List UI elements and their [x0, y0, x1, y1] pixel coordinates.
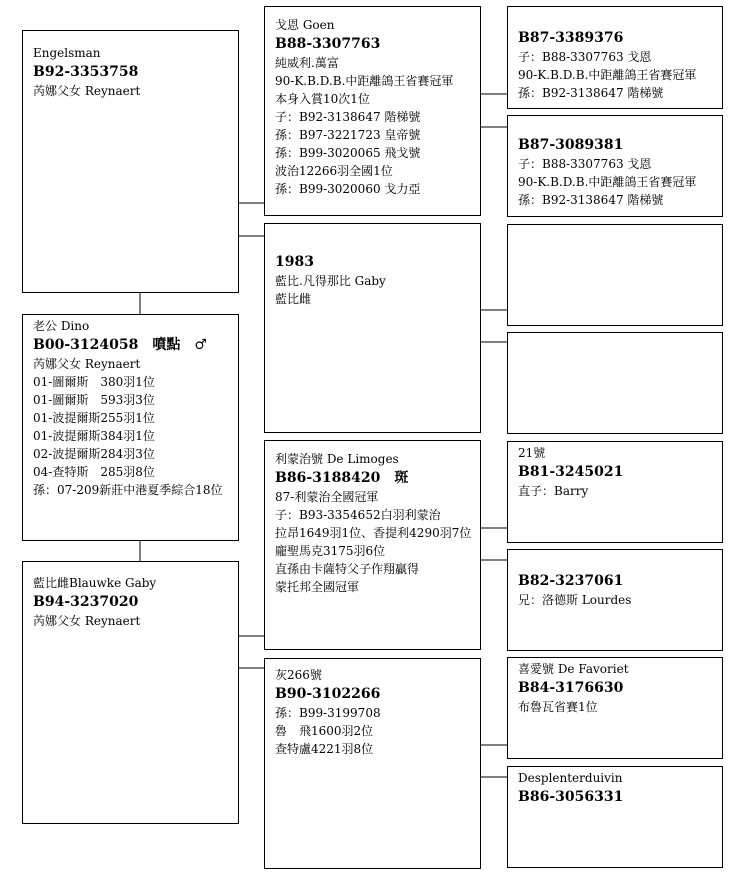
ring-number: B92-3353758 [33, 64, 139, 80]
detail-line: 芮娜父女 Reynaert [33, 84, 141, 98]
detail-line: 90-K.B.D.B.中距離鴿王省賽冠軍 [518, 68, 697, 82]
detail-line: 子：B93-3354652白羽利蒙治 [275, 508, 441, 522]
detail-line: 直子：Barry [518, 484, 589, 498]
detail-line: 90-K.B.D.B.中距離鴿王省賽冠軍 [275, 74, 454, 88]
detail-line: 孫：B99-3199708 [275, 706, 381, 720]
pedigree-card-gen3-8 [507, 766, 723, 868]
detail-line: 龐聖馬克3175羽6位 [275, 544, 386, 558]
detail-line: 01-波提爾斯384羽1位 [33, 429, 155, 443]
detail-line: 藍比.凡得那比 Gaby [275, 274, 386, 288]
pigeon-name: 21號 [518, 446, 546, 460]
detail-line: 子：B92-3138647 階梯號 [275, 110, 421, 124]
detail-line: 純威利.萬富 [275, 56, 339, 70]
detail-line: 01-圖爾斯 380羽1位 [33, 375, 155, 389]
pedigree-card-dam [22, 561, 239, 824]
pedigree-card-gen3-4 [507, 332, 723, 434]
detail-line: 本身入賞10次1位 [275, 92, 370, 106]
detail-line: 蒙托邦全國冠軍 [275, 580, 360, 594]
detail-line: 孫：B99-3020065 飛戈號 [275, 146, 421, 160]
pigeon-name: 戈恩 Goen [275, 18, 335, 32]
ring-number: B84-3176630 [518, 680, 624, 696]
pigeon-name: Desplenterduivin [518, 771, 623, 785]
detail-line: 04-查特斯 285羽8位 [33, 465, 155, 479]
detail-line: 孫：B92-3138647 階梯號 [518, 86, 664, 100]
pigeon-name: 老公 Dino [33, 319, 90, 333]
detail-line: 直孫由卡薩特父子作翔贏得 [275, 562, 420, 576]
ring-number: B86-3056331 [518, 789, 624, 805]
detail-line: 孫：B92-3138647 階梯號 [518, 193, 664, 207]
ring-number: B00-3124058 噴點 ♂ [33, 337, 207, 353]
detail-line: 查特盧4221羽8位 [275, 742, 374, 756]
pigeon-name: 喜愛號 De Favoriet [518, 662, 629, 676]
detail-line: 兄：洛德斯 Lourdes [518, 593, 632, 607]
detail-line: 孫：B99-3020060 戈力亞 [275, 182, 421, 196]
detail-line: 02-波提爾斯284羽3位 [33, 447, 155, 461]
pigeon-name: 藍比雌Blauwke Gaby [33, 576, 157, 590]
detail-line: 01-波提爾斯255羽1位 [33, 411, 155, 425]
pedigree-card-grandsire-maternal [264, 440, 481, 650]
pigeon-name: Engelsman [33, 46, 101, 60]
ring-number: 1983 [275, 254, 314, 270]
detail-line: 90-K.B.D.B.中距離鴿王省賽冠軍 [518, 175, 697, 189]
pedigree-card-gen3-7 [507, 657, 723, 759]
detail-line: 孫：B97-3221723 皇帝號 [275, 128, 421, 142]
pedigree-card-gen3-1 [507, 6, 723, 109]
ring-number: B90-3102266 [275, 686, 381, 702]
pedigree-card-gen3-6 [507, 549, 723, 651]
pigeon-name: 灰266號 [275, 668, 322, 682]
detail-line: 孫：07-209新莊中港夏季綜合18位 [33, 483, 223, 497]
pedigree-card-gen3-5 [507, 441, 723, 543]
detail-line: 藍比雌 [275, 292, 312, 306]
ring-number: B87-3089381 [518, 137, 624, 153]
ring-number: B94-3237020 [33, 594, 139, 610]
detail-line: 芮娜父女 Reynaert [33, 357, 141, 371]
ring-number: B82-3237061 [518, 573, 624, 589]
detail-line: 魯 飛1600羽2位 [275, 724, 374, 738]
detail-line: 01-圖爾斯 593羽3位 [33, 393, 155, 407]
pedigree-card-gen3-3 [507, 224, 723, 326]
ring-number: B88-3307763 [275, 36, 381, 52]
pigeon-name: 利蒙治號 De Limoges [275, 452, 399, 466]
pedigree-card-grandsire-paternal [264, 6, 481, 216]
pedigree-card-granddam-maternal [264, 658, 481, 869]
detail-line: 子：B88-3307763 戈恩 [518, 50, 652, 64]
detail-line: 布魯瓦省賽1位 [518, 700, 598, 714]
detail-line: 芮娜父女 Reynaert [33, 614, 141, 628]
ring-number: B81-3245021 [518, 464, 624, 480]
detail-line: 拉昂1649羽1位、香提利4290羽7位 [275, 526, 472, 540]
detail-line: 子：B88-3307763 戈恩 [518, 157, 652, 171]
pedigree-card-granddam-paternal [264, 223, 481, 433]
pedigree-card-subject [22, 314, 239, 541]
ring-number: B87-3389376 [518, 30, 624, 46]
pedigree-card-gen3-2 [507, 115, 723, 217]
ring-number: B86-3188420 斑 [275, 470, 409, 486]
detail-line: 87-利蒙治全國冠軍 [275, 490, 379, 504]
pedigree-card-sire [22, 30, 239, 293]
detail-line: 波治12266羽全國1位 [275, 164, 393, 178]
